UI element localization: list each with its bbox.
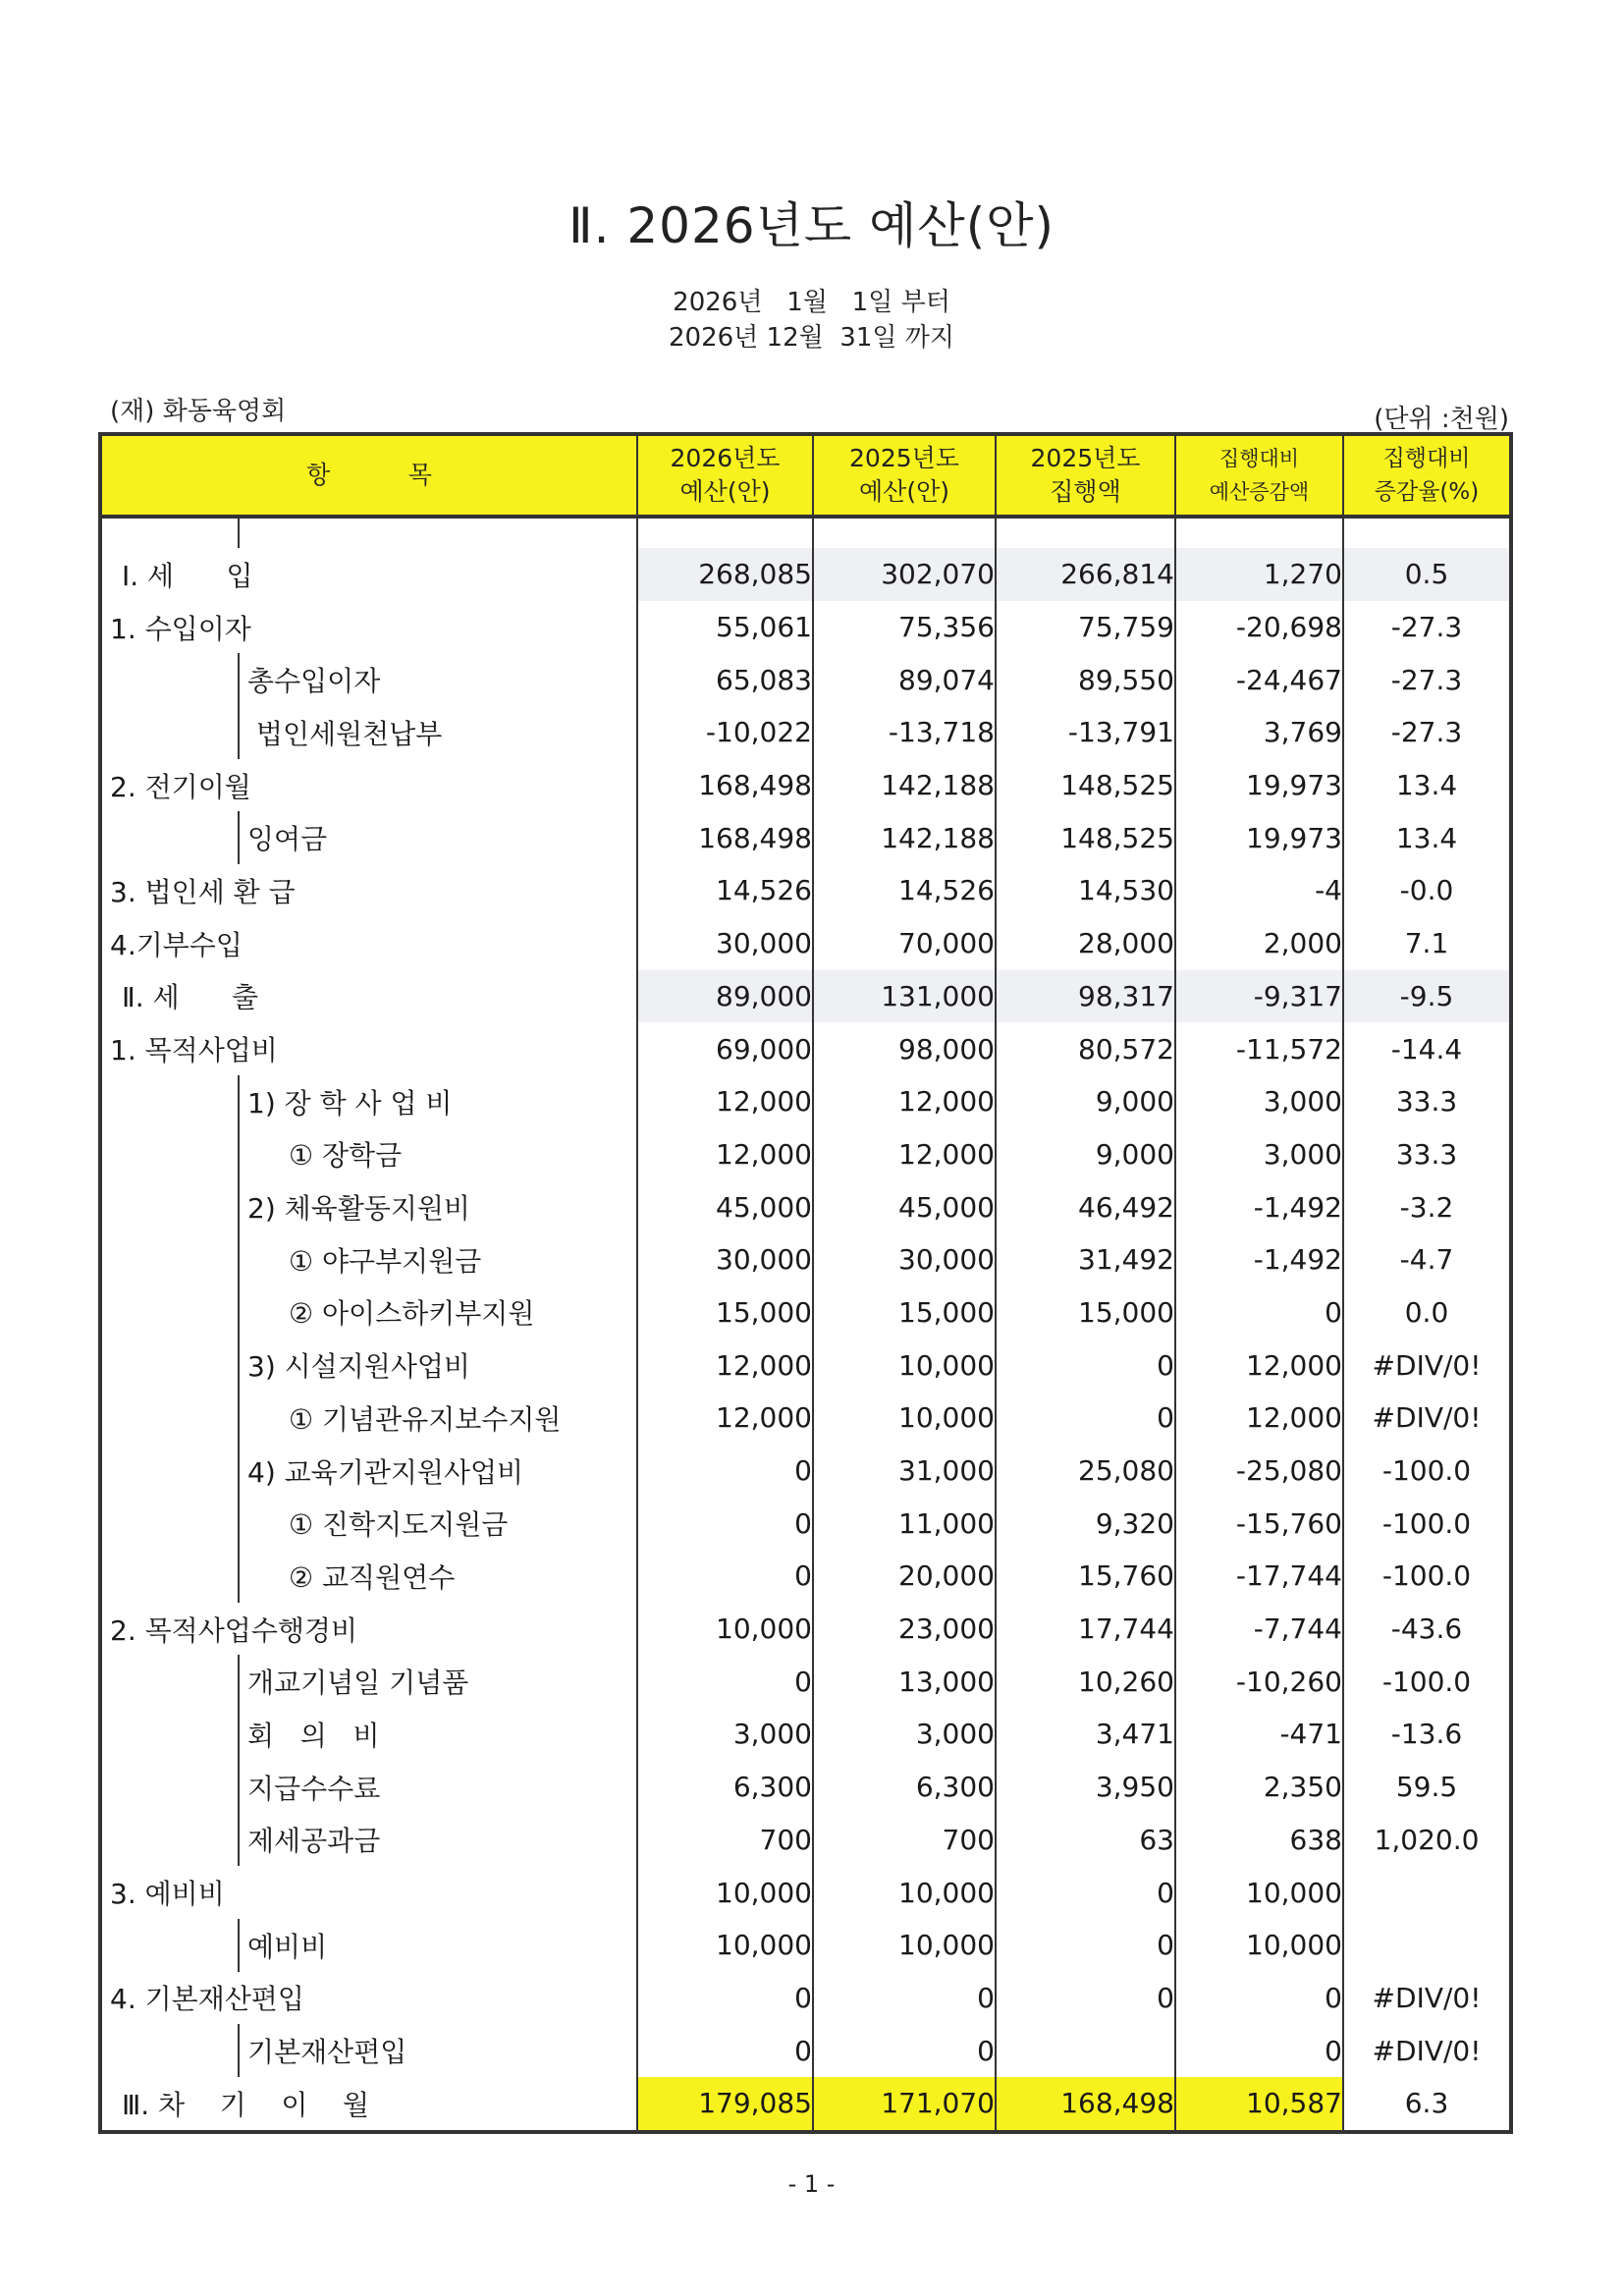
rate-cell: -0.0: [1343, 864, 1511, 917]
tree-line: [238, 1708, 240, 1761]
row-label-cell: [100, 1708, 637, 1761]
row-label-cell: [100, 970, 637, 1023]
diff-cell: -1,492: [1175, 1180, 1343, 1233]
diff-cell: 19,973: [1175, 811, 1343, 864]
table-row: [100, 1339, 1511, 1392]
rate-cell: 59.5: [1343, 1761, 1511, 1814]
table-row: [100, 864, 1511, 917]
row-label-cell: [100, 1075, 637, 1128]
budget-2026-cell: 30,000: [637, 1233, 813, 1286]
row-label: 3. 예비비: [110, 1878, 225, 1911]
row-label-cell: [100, 1022, 637, 1075]
spacer-cell: [996, 517, 1175, 548]
tree-line: [238, 1761, 240, 1814]
exec-2025-cell: 15,000: [996, 1286, 1175, 1339]
budget-2025-cell: 45,000: [813, 1180, 996, 1233]
tree-line: [238, 1497, 240, 1550]
diff-cell: 3,000: [1175, 1128, 1343, 1181]
diff-cell: 19,973: [1175, 759, 1343, 812]
tree-line: [238, 1919, 240, 1972]
header-line: 2025년도: [849, 444, 959, 472]
budget-2025-cell: 98,000: [813, 1022, 996, 1075]
table-row: [100, 1286, 1511, 1339]
diff-cell: 3,769: [1175, 706, 1343, 759]
row-label-cell: [100, 1761, 637, 1814]
period-to: 2026년 12월 31일 까지: [669, 323, 954, 353]
header-budget-2025: [813, 434, 996, 517]
tree-line: [238, 1550, 240, 1603]
row-label-cell: [100, 1286, 637, 1339]
table-row: [100, 2024, 1511, 2077]
header-item: [100, 434, 637, 517]
spacer-cell: [813, 517, 996, 548]
rate-cell: [1343, 1919, 1511, 1972]
budget-2025-cell: 23,000: [813, 1603, 996, 1656]
budget-2025-cell: 10,000: [813, 1866, 996, 1919]
header-line: 예산(안): [859, 477, 949, 506]
table-row: [100, 1866, 1511, 1919]
row-label-cell: [100, 1655, 637, 1708]
organization-name: (재) 화동육영회: [110, 397, 287, 426]
spacer-cell: [1175, 517, 1343, 548]
budget-2026-cell: 0: [637, 1972, 813, 2025]
diff-cell: -4: [1175, 864, 1343, 917]
table-row: [100, 2077, 1511, 2132]
budget-2025-cell: 12,000: [813, 1075, 996, 1128]
budget-2026-cell: 12,000: [637, 1339, 813, 1392]
table-row: [100, 706, 1511, 759]
exec-2025-cell: 80,572: [996, 1022, 1175, 1075]
budget-2025-cell: 10,000: [813, 1339, 996, 1392]
exec-2025-cell: 9,320: [996, 1497, 1175, 1550]
diff-cell: 10,000: [1175, 1919, 1343, 1972]
budget-2026-cell: 55,061: [637, 601, 813, 654]
rate-cell: -13.6: [1343, 1708, 1511, 1761]
rate-cell: -100.0: [1343, 1497, 1511, 1550]
exec-2025-cell: 28,000: [996, 917, 1175, 970]
diff-cell: 3,000: [1175, 1075, 1343, 1128]
budget-2026-cell: 30,000: [637, 917, 813, 970]
row-label: 제세공과금: [247, 1825, 381, 1858]
budget-2026-cell: 10,000: [637, 1866, 813, 1919]
rate-cell: 0.0: [1343, 1286, 1511, 1339]
budget-2025-cell: 15,000: [813, 1286, 996, 1339]
row-label: ① 기념관유지보수지원: [289, 1402, 562, 1436]
budget-2025-cell: 0: [813, 1972, 996, 2025]
rate-cell: -100.0: [1343, 1655, 1511, 1708]
diff-cell: -25,080: [1175, 1445, 1343, 1498]
exec-2025-cell: 168,498: [996, 2077, 1175, 2132]
diff-cell: 0: [1175, 1972, 1343, 2025]
period-from: 2026년 1월 1일 부터: [673, 288, 950, 317]
row-label: 총수입이자: [247, 665, 381, 698]
diff-cell: -471: [1175, 1708, 1343, 1761]
tree-line: [238, 1655, 240, 1708]
header-rate: [1343, 434, 1511, 517]
table-row: [100, 1972, 1511, 2025]
exec-2025-cell: 98,317: [996, 970, 1175, 1023]
budget-2025-cell: 11,000: [813, 1497, 996, 1550]
budget-2025-cell: 142,188: [813, 811, 996, 864]
row-label: 1. 목적사업비: [110, 1034, 278, 1067]
budget-2025-cell: 14,526: [813, 864, 996, 917]
row-label: 2) 체육활동지원비: [247, 1192, 470, 1226]
spacer-cell: [1343, 517, 1511, 548]
table-row: [100, 653, 1511, 706]
row-label-cell: [100, 1233, 637, 1286]
row-label: 1. 수입이자: [110, 612, 251, 645]
header-line: 집행대비: [1382, 446, 1471, 471]
exec-2025-cell: 46,492: [996, 1180, 1175, 1233]
row-label: 3) 시설지원사업비: [247, 1350, 470, 1384]
budget-period: [0, 285, 1623, 355]
table-row: [100, 917, 1511, 970]
row-label-cell: [100, 811, 637, 864]
tree-line: [238, 1075, 240, 1128]
diff-cell: 12,000: [1175, 1392, 1343, 1445]
budget-2025-cell: 171,070: [813, 2077, 996, 2132]
row-label-cell: [100, 864, 637, 917]
exec-2025-cell: 0: [996, 1866, 1175, 1919]
table-row: [100, 1233, 1511, 1286]
budget-2026-cell: 12,000: [637, 1392, 813, 1445]
rate-cell: 7.1: [1343, 917, 1511, 970]
budget-2025-cell: 10,000: [813, 1392, 996, 1445]
row-label: 예비비: [247, 1930, 328, 1963]
table-row: [100, 970, 1511, 1023]
budget-2026-cell: 0: [637, 1655, 813, 1708]
table-row: [100, 1497, 1511, 1550]
exec-2025-cell: 14,530: [996, 864, 1175, 917]
budget-2026-cell: 12,000: [637, 1075, 813, 1128]
diff-cell: -20,698: [1175, 601, 1343, 654]
rate-cell: 1,020.0: [1343, 1814, 1511, 1867]
table-row: [100, 1655, 1511, 1708]
page-number: - 1 -: [787, 2170, 836, 2198]
spacer-cell: [637, 517, 813, 548]
exec-2025-cell: 9,000: [996, 1128, 1175, 1181]
row-label: Ⅱ. 세 출: [122, 981, 259, 1014]
tree-line: [238, 2024, 240, 2077]
rate-cell: #DIV/0!: [1343, 2024, 1511, 2077]
row-label: ① 진학지도지원금: [289, 1508, 509, 1542]
budget-2025-cell: 142,188: [813, 759, 996, 812]
budget-2026-cell: 15,000: [637, 1286, 813, 1339]
tree-line: [238, 653, 240, 706]
row-label-cell: [100, 1919, 637, 1972]
table-row: [100, 811, 1511, 864]
budget-2025-cell: 31,000: [813, 1445, 996, 1498]
table-row: [100, 1708, 1511, 1761]
row-label-cell: [100, 1814, 637, 1867]
row-label: 4.기부수입: [110, 928, 243, 961]
row-label-cell: [100, 1128, 637, 1181]
header-line: 집행액: [1050, 477, 1121, 506]
budget-2026-cell: 10,000: [637, 1919, 813, 1972]
tree-line: [238, 1180, 240, 1233]
diff-cell: 10,000: [1175, 1866, 1343, 1919]
row-label-cell: [100, 759, 637, 812]
budget-2025-cell: 89,074: [813, 653, 996, 706]
exec-2025-cell: 17,744: [996, 1603, 1175, 1656]
header-line: 증감율(%): [1374, 479, 1480, 505]
table-row: [100, 1075, 1511, 1128]
exec-2025-cell: 0: [996, 1919, 1175, 1972]
spacer-cell: [100, 517, 637, 548]
diff-cell: 1,270: [1175, 548, 1343, 601]
exec-2025-cell: 75,759: [996, 601, 1175, 654]
budget-2025-cell: 131,000: [813, 970, 996, 1023]
rate-cell: -27.3: [1343, 601, 1511, 654]
diff-cell: 0: [1175, 1286, 1343, 1339]
diff-cell: 10,587: [1175, 2077, 1343, 2132]
budget-2026-cell: 12,000: [637, 1128, 813, 1181]
header-exec-2025: [996, 434, 1175, 517]
tree-line: [238, 1286, 240, 1339]
budget-table: [98, 432, 1513, 2134]
row-label-cell: [100, 601, 637, 654]
row-label-cell: [100, 917, 637, 970]
row-label: 4) 교육기관지원사업비: [247, 1455, 524, 1489]
rate-cell: 13.4: [1343, 759, 1511, 812]
budget-2025-cell: 10,000: [813, 1919, 996, 1972]
exec-2025-cell: 148,525: [996, 811, 1175, 864]
row-label: 기본재산편입: [247, 2036, 407, 2069]
diff-cell: 12,000: [1175, 1339, 1343, 1392]
table-row: [100, 1128, 1511, 1181]
table-row: [100, 548, 1511, 601]
diff-cell: -11,572: [1175, 1022, 1343, 1075]
rate-cell: -27.3: [1343, 653, 1511, 706]
tree-line: [238, 1814, 240, 1867]
table-row: [100, 759, 1511, 812]
row-label: 2. 목적사업수행경비: [110, 1613, 358, 1647]
diff-cell: 0: [1175, 2024, 1343, 2077]
row-label-cell: [100, 1339, 637, 1392]
row-label-cell: [100, 2024, 637, 2077]
budget-2026-cell: -10,022: [637, 706, 813, 759]
row-label: ① 야구부지원금: [289, 1244, 482, 1278]
budget-2026-cell: 168,498: [637, 759, 813, 812]
rate-cell: 33.3: [1343, 1128, 1511, 1181]
diff-cell: -9,317: [1175, 970, 1343, 1023]
exec-2025-cell: 63: [996, 1814, 1175, 1867]
exec-2025-cell: 3,471: [996, 1708, 1175, 1761]
rate-cell: -27.3: [1343, 706, 1511, 759]
diff-cell: 2,000: [1175, 917, 1343, 970]
exec-2025-cell: 15,760: [996, 1550, 1175, 1603]
row-label: ② 아이스하키부지원: [289, 1297, 535, 1331]
budget-2026-cell: 700: [637, 1814, 813, 1867]
budget-2025-cell: 0: [813, 2024, 996, 2077]
table-row: [100, 1445, 1511, 1498]
row-label: 개교기념일 기념품: [247, 1667, 469, 1700]
table-row: [100, 1392, 1511, 1445]
header-line: 예산(안): [679, 477, 771, 506]
budget-2025-cell: 70,000: [813, 917, 996, 970]
header-line: 집행대비: [1218, 447, 1300, 470]
budget-2026-cell: 179,085: [637, 2077, 813, 2132]
tree-line: [238, 1445, 240, 1498]
budget-2026-cell: 45,000: [637, 1180, 813, 1233]
row-label: 4. 기본재산편입: [110, 1983, 304, 2016]
budget-2025-cell: 6,300: [813, 1761, 996, 1814]
document-title: Ⅱ. 2026년도 예산(안): [568, 197, 1055, 254]
budget-2025-cell: 13,000: [813, 1655, 996, 1708]
budget-2026-cell: 6,300: [637, 1761, 813, 1814]
budget-2025-cell: 700: [813, 1814, 996, 1867]
row-label-cell: [100, 706, 637, 759]
budget-2026-cell: 14,526: [637, 864, 813, 917]
row-label: 1) 장 학 사 업 비: [247, 1086, 453, 1120]
rate-cell: -4.7: [1343, 1233, 1511, 1286]
row-label-cell: [100, 1180, 637, 1233]
budget-2026-cell: 65,083: [637, 653, 813, 706]
row-label-cell: [100, 1497, 637, 1550]
rate-cell: 0.5: [1343, 548, 1511, 601]
row-label-cell: [100, 1445, 637, 1498]
table-row: [100, 1550, 1511, 1603]
spacer-row: [100, 517, 1511, 548]
rate-cell: -43.6: [1343, 1603, 1511, 1656]
row-label: ① 장학금: [289, 1139, 403, 1173]
row-label-cell: [100, 2077, 637, 2132]
table-row: [100, 1022, 1511, 1075]
header-line: 예산증감액: [1209, 480, 1310, 504]
row-label: 법인세원천납부: [247, 717, 443, 750]
diff-cell: -7,744: [1175, 1603, 1343, 1656]
budget-2025-cell: 75,356: [813, 601, 996, 654]
rate-cell: #DIV/0!: [1343, 1392, 1511, 1445]
unit-label: (단위 :천원): [1374, 405, 1509, 434]
header-budget-2026: [637, 434, 813, 517]
exec-2025-cell: 266,814: [996, 548, 1175, 601]
rate-cell: 13.4: [1343, 811, 1511, 864]
header-line: 2026년도: [670, 444, 781, 472]
exec-2025-cell: 0: [996, 1972, 1175, 2025]
budget-2026-cell: 0: [637, 1445, 813, 1498]
budget-2025-cell: 12,000: [813, 1128, 996, 1181]
row-label-cell: [100, 1550, 637, 1603]
exec-2025-cell: [996, 2024, 1175, 2077]
row-label: 2. 전기이월: [110, 770, 251, 803]
tree-line: [238, 1339, 240, 1392]
row-label: Ⅲ. 차 기 이 월: [122, 2088, 370, 2121]
header-diff: [1175, 434, 1343, 517]
diff-cell: -1,492: [1175, 1233, 1343, 1286]
row-label: 회 의 비: [247, 1719, 380, 1752]
diff-cell: -10,260: [1175, 1655, 1343, 1708]
rate-cell: 33.3: [1343, 1075, 1511, 1128]
budget-2025-cell: 30,000: [813, 1233, 996, 1286]
budget-2026-cell: 0: [637, 1550, 813, 1603]
header-line: 2025년도: [1030, 444, 1141, 472]
rate-cell: -3.2: [1343, 1180, 1511, 1233]
table-header-row: [100, 434, 1511, 517]
row-label: ② 교직원연수: [289, 1560, 456, 1594]
row-label-cell: [100, 1392, 637, 1445]
row-label-cell: [100, 1603, 637, 1656]
exec-2025-cell: 89,550: [996, 653, 1175, 706]
rate-cell: 6.3: [1343, 2077, 1511, 2132]
exec-2025-cell: 0: [996, 1392, 1175, 1445]
rate-cell: -100.0: [1343, 1550, 1511, 1603]
table-row: [100, 601, 1511, 654]
exec-2025-cell: -13,791: [996, 706, 1175, 759]
tree-line: [238, 1128, 240, 1181]
row-label-cell: [100, 1972, 637, 2025]
table-row: [100, 1814, 1511, 1867]
budget-2026-cell: 268,085: [637, 548, 813, 601]
header-item-label: 항 목: [306, 461, 432, 489]
table-row: [100, 1180, 1511, 1233]
budget-2025-cell: 302,070: [813, 548, 996, 601]
exec-2025-cell: 25,080: [996, 1445, 1175, 1498]
table-row: [100, 1761, 1511, 1814]
budget-2025-cell: 3,000: [813, 1708, 996, 1761]
exec-2025-cell: 0: [996, 1339, 1175, 1392]
diff-cell: -17,744: [1175, 1550, 1343, 1603]
row-label-cell: [100, 1866, 637, 1919]
rate-cell: #DIV/0!: [1343, 1972, 1511, 2025]
exec-2025-cell: 3,950: [996, 1761, 1175, 1814]
exec-2025-cell: 9,000: [996, 1075, 1175, 1128]
tree-line: [238, 811, 240, 864]
tree-line: [238, 519, 240, 548]
rate-cell: -14.4: [1343, 1022, 1511, 1075]
budget-2026-cell: 168,498: [637, 811, 813, 864]
table-row: [100, 1919, 1511, 1972]
row-label-cell: [100, 548, 637, 601]
exec-2025-cell: 148,525: [996, 759, 1175, 812]
tree-line: [238, 1392, 240, 1445]
budget-2025-cell: -13,718: [813, 706, 996, 759]
budget-2026-cell: 0: [637, 2024, 813, 2077]
budget-2026-cell: 0: [637, 1497, 813, 1550]
table-row: [100, 1603, 1511, 1656]
diff-cell: -24,467: [1175, 653, 1343, 706]
row-label: 잉여금: [247, 823, 328, 856]
exec-2025-cell: 31,492: [996, 1233, 1175, 1286]
tree-line: [238, 706, 240, 759]
rate-cell: #DIV/0!: [1343, 1339, 1511, 1392]
row-label: Ⅰ. 세 입: [122, 559, 253, 592]
row-label: 지급수수료: [247, 1772, 381, 1805]
row-label: 3. 법인세 환 급: [110, 875, 296, 908]
diff-cell: -15,760: [1175, 1497, 1343, 1550]
row-label-cell: [100, 653, 637, 706]
diff-cell: 638: [1175, 1814, 1343, 1867]
rate-cell: [1343, 1866, 1511, 1919]
diff-cell: 2,350: [1175, 1761, 1343, 1814]
exec-2025-cell: 10,260: [996, 1655, 1175, 1708]
rate-cell: -9.5: [1343, 970, 1511, 1023]
rate-cell: -100.0: [1343, 1445, 1511, 1498]
budget-2025-cell: 20,000: [813, 1550, 996, 1603]
budget-2026-cell: 69,000: [637, 1022, 813, 1075]
tree-line: [238, 1233, 240, 1286]
budget-2026-cell: 89,000: [637, 970, 813, 1023]
budget-2026-cell: 10,000: [637, 1603, 813, 1656]
budget-2026-cell: 3,000: [637, 1708, 813, 1761]
